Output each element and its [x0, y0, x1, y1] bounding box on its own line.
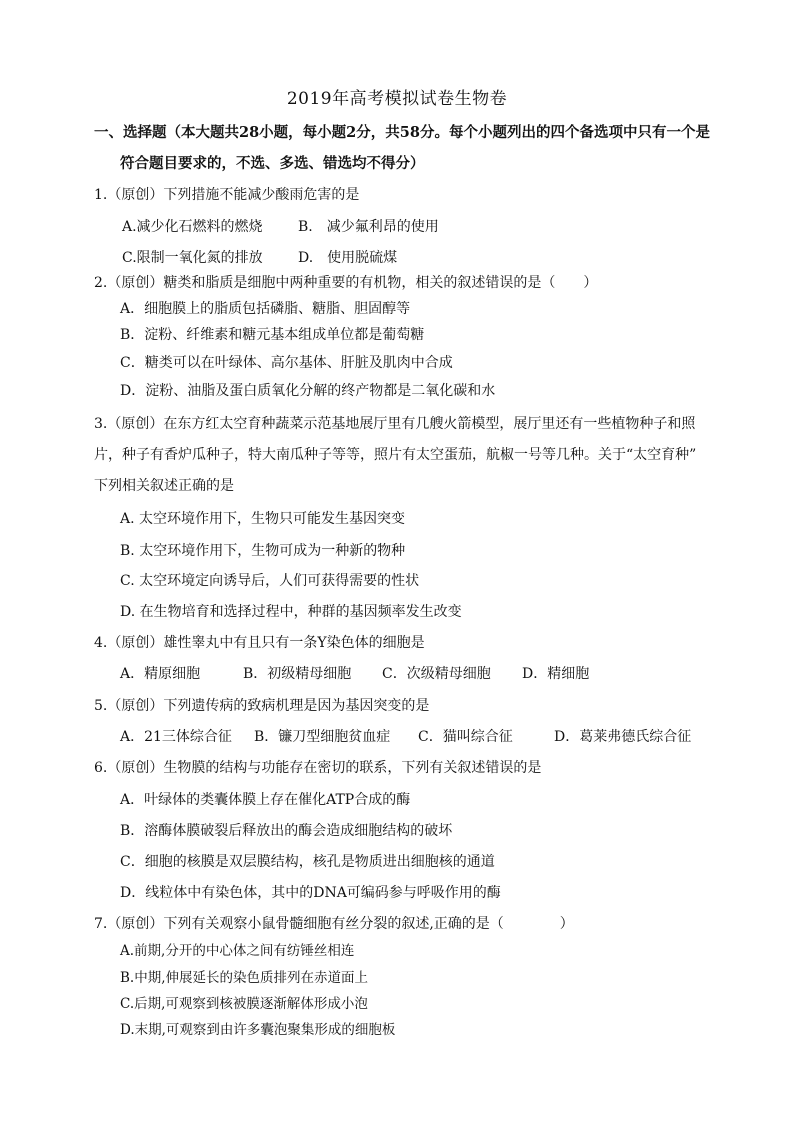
question-5-options-row [120, 726, 720, 746]
question-2-stem: 2.（原创）糖类和脂质是细胞中两种重要的有机物，相关的叙述错误的是（ ） [94, 275, 598, 291]
question-7-stem: 7.（原创）下列有关观察小鼠骨髓细胞有丝分裂的叙述,正确的是（ ） [94, 916, 574, 932]
question-1-options-row1 [122, 216, 722, 236]
question-7-option-b: B.中期,伸展延长的染色质排列在赤道面上 [120, 970, 369, 986]
question-3-option-d: D. 在生物培育和选择过程中，种群的基因频率发生改变 [120, 604, 462, 620]
question-3-option-b: B. 太空环境作用下，生物可成为一种新的物种 [120, 543, 406, 559]
question-5-stem: 5.（原创）下列遗传病的致病机理是因为基因突变的是 [94, 698, 430, 714]
question-3-stem-line2: 片，种子有香炉瓜种子，特大南瓜种子等等，照片有太空蛋茄，航椒一号等几种。关于“太空育种” [94, 447, 697, 463]
question-1-stem: 1.（原创）下列措施不能减少酸雨危害的是 [94, 187, 360, 203]
question-1-option-a: A.减少化石燃料的燃烧 [122, 219, 263, 235]
question-1-option-d: D. 使用脱硫煤 [298, 250, 398, 266]
exam-title: 2019年高考模拟试卷生物卷 [286, 89, 508, 109]
question-4-options-row [120, 663, 720, 683]
question-4-stem: 4.（原创）雄性睾丸中有且只有一条Y染色体的细胞是 [94, 635, 425, 651]
question-5-option-b: B．镰刀型细胞贫血症 [254, 729, 391, 745]
question-4-option-a: A．精原细胞 [120, 666, 201, 682]
question-6-option-b: B．溶酶体膜破裂后释放出的酶会造成细胞结构的破坏 [120, 823, 453, 839]
question-7-option-d: D.末期,可观察到由许多囊泡聚集形成的细胞板 [120, 1022, 396, 1038]
question-7-option-c: C.后期,可观察到核被膜逐渐解体形成小泡 [120, 996, 368, 1012]
question-3-option-a: A. 太空环境作用下，生物只可能发生基因突变 [120, 511, 406, 527]
question-2-option-b: B．淀粉、纤维素和糖元基本组成单位都是葡萄糖 [120, 327, 425, 343]
question-3-option-c: C. 太空环境定向诱导后，人们可获得需要的性状 [120, 573, 420, 589]
question-2-option-a: A．细胞膜上的脂质包括磷脂、糖脂、胆固醇等 [120, 301, 411, 317]
question-3-stem-line1: 3.（原创）在东方红太空育种蔬菜示范基地展厅里有几艘火箭模型，展厅里还有一些植物种子和照 [94, 416, 696, 432]
question-2-option-d: D．淀粉、油脂及蛋白质氧化分解的终产物都是二氧化碳和水 [120, 383, 496, 399]
question-2-option-c: C．糖类可以在叶绿体、高尔基体、肝脏及肌肉中合成 [120, 355, 453, 371]
question-5-option-c: C．猫叫综合征 [418, 729, 513, 745]
question-6-stem: 6.（原创）生物膜的结构与功能存在密切的联系，下列有关叙述错误的是 [94, 760, 542, 776]
question-1-options-row2 [122, 247, 722, 267]
question-1-option-b: B. 减少氟利昂的使用 [298, 219, 439, 235]
question-6-option-d: D．线粒体中有染色体，其中的DNA可编码参与呼吸作用的酶 [120, 885, 501, 901]
section-heading-line1: 一、选择题（本大题共28小题，每小题2分，共58分。每个小题列出的四个备选项中只有一个是 [94, 124, 710, 141]
question-6-option-a: A．叶绿体的类囊体膜上存在催化ATP合成的酶 [120, 792, 411, 808]
question-3-stem-line3: 下列相关叙述正确的是 [94, 478, 234, 494]
question-4-option-d: D．精细胞 [522, 666, 590, 682]
question-4-option-b: B．初级精母细胞 [243, 666, 352, 682]
question-7-option-a: A.前期,分开的中心体之间有纺锤丝相连 [120, 943, 355, 959]
section-heading-line2: 符合题目要求的，不选、多选、错选均不得分） [120, 155, 425, 172]
question-4-option-c: C．次级精母细胞 [382, 666, 491, 682]
question-5-option-d: D．葛莱弗德氏综合征 [554, 729, 692, 745]
question-1-option-c: C.限制一氧化氮的排放 [122, 250, 263, 266]
question-5-option-a: A．21三体综合征 [120, 729, 232, 745]
question-6-option-c: C．细胞的核膜是双层膜结构，核孔是物质进出细胞核的通道 [120, 854, 495, 870]
